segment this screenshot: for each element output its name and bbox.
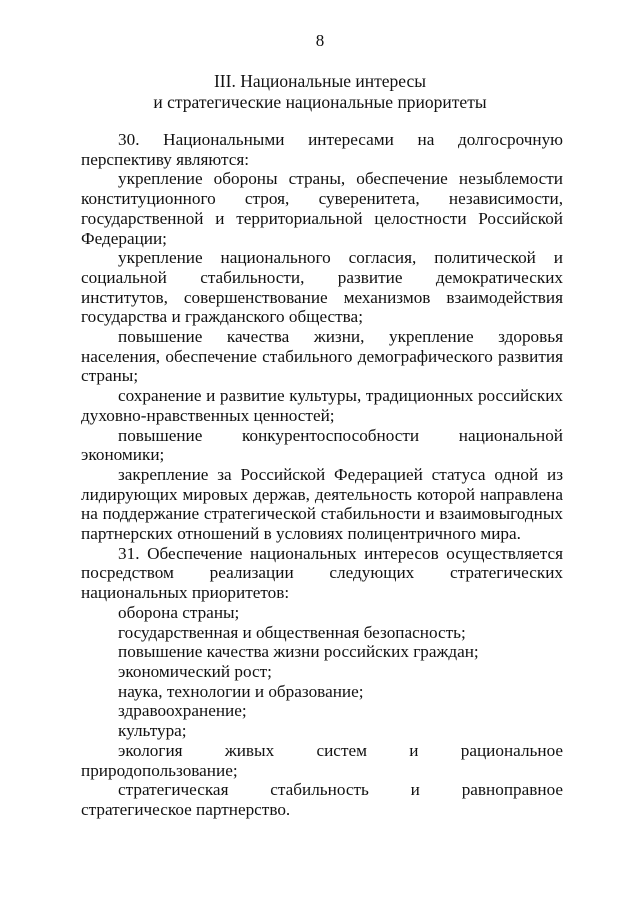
priority-item-strategic-stability: стратегическая стабильность и равноправное стратегическое партнерство. [81, 780, 563, 819]
priority-item-healthcare: здравоохранение; [118, 701, 247, 721]
interest-item-economy: повышение конкурентоспособности национальной экономики; [81, 425, 563, 465]
paragraph-31-intro: 31. Обеспечение национальных интересов осуществляется посредством реализации следующих стратегических национальных приоритетов: [81, 543, 563, 603]
priority-item-culture: культура; [118, 721, 187, 741]
interest-item-world-status: закрепление за Российской Федерацией статуса одной из лидирующих мировых держав, деятельность которой направлена на поддержание стратегической стабильности и взаимовыгодных партнерских отношений в условиях полицентричного мира. [81, 464, 563, 544]
priority-item-economic-growth: экономический рост; [118, 661, 272, 681]
priority-item-defense: оборона страны; [118, 602, 240, 622]
priority-item-quality-of-life: повышение качества жизни российских граждан; [118, 642, 479, 662]
priority-item-science: наука, технологии и образование; [118, 681, 364, 701]
interest-item-quality-of-life: повышение качества жизни, укрепление здоровья населения, обеспечение стабильного демографического развития страны; [81, 327, 563, 386]
interest-item-defense: укрепление обороны страны, обеспечение незыблемости конституционного строя, суверенитета, независимости, государственной и территориальной целостности Российской Федерации; [81, 169, 563, 248]
document-body [81, 130, 563, 820]
section-title-line-2: и стратегические национальные приоритеты [153, 92, 487, 112]
paragraph-30-intro: 30. Национальными интересами на долгосрочную перспективу являются: [81, 130, 563, 169]
priority-item-ecology: экология живых систем и рациональное природопользование; [81, 740, 563, 780]
page-number: 8 [315, 31, 325, 50]
interest-item-consent: укрепление национального согласия, политической и социальной стабильности, развитие демократических институтов, совершенствование механизмов взаимодействия государства и гражданского общества; [81, 248, 563, 327]
priority-item-security: государственная и общественная безопасность; [118, 622, 466, 642]
interest-item-culture: сохранение и развитие культуры, традиционных российских духовно-нравственных ценностей; [81, 386, 563, 425]
section-heading [60, 71, 580, 113]
section-title-line-1: III. Национальные интересы [213, 71, 426, 91]
